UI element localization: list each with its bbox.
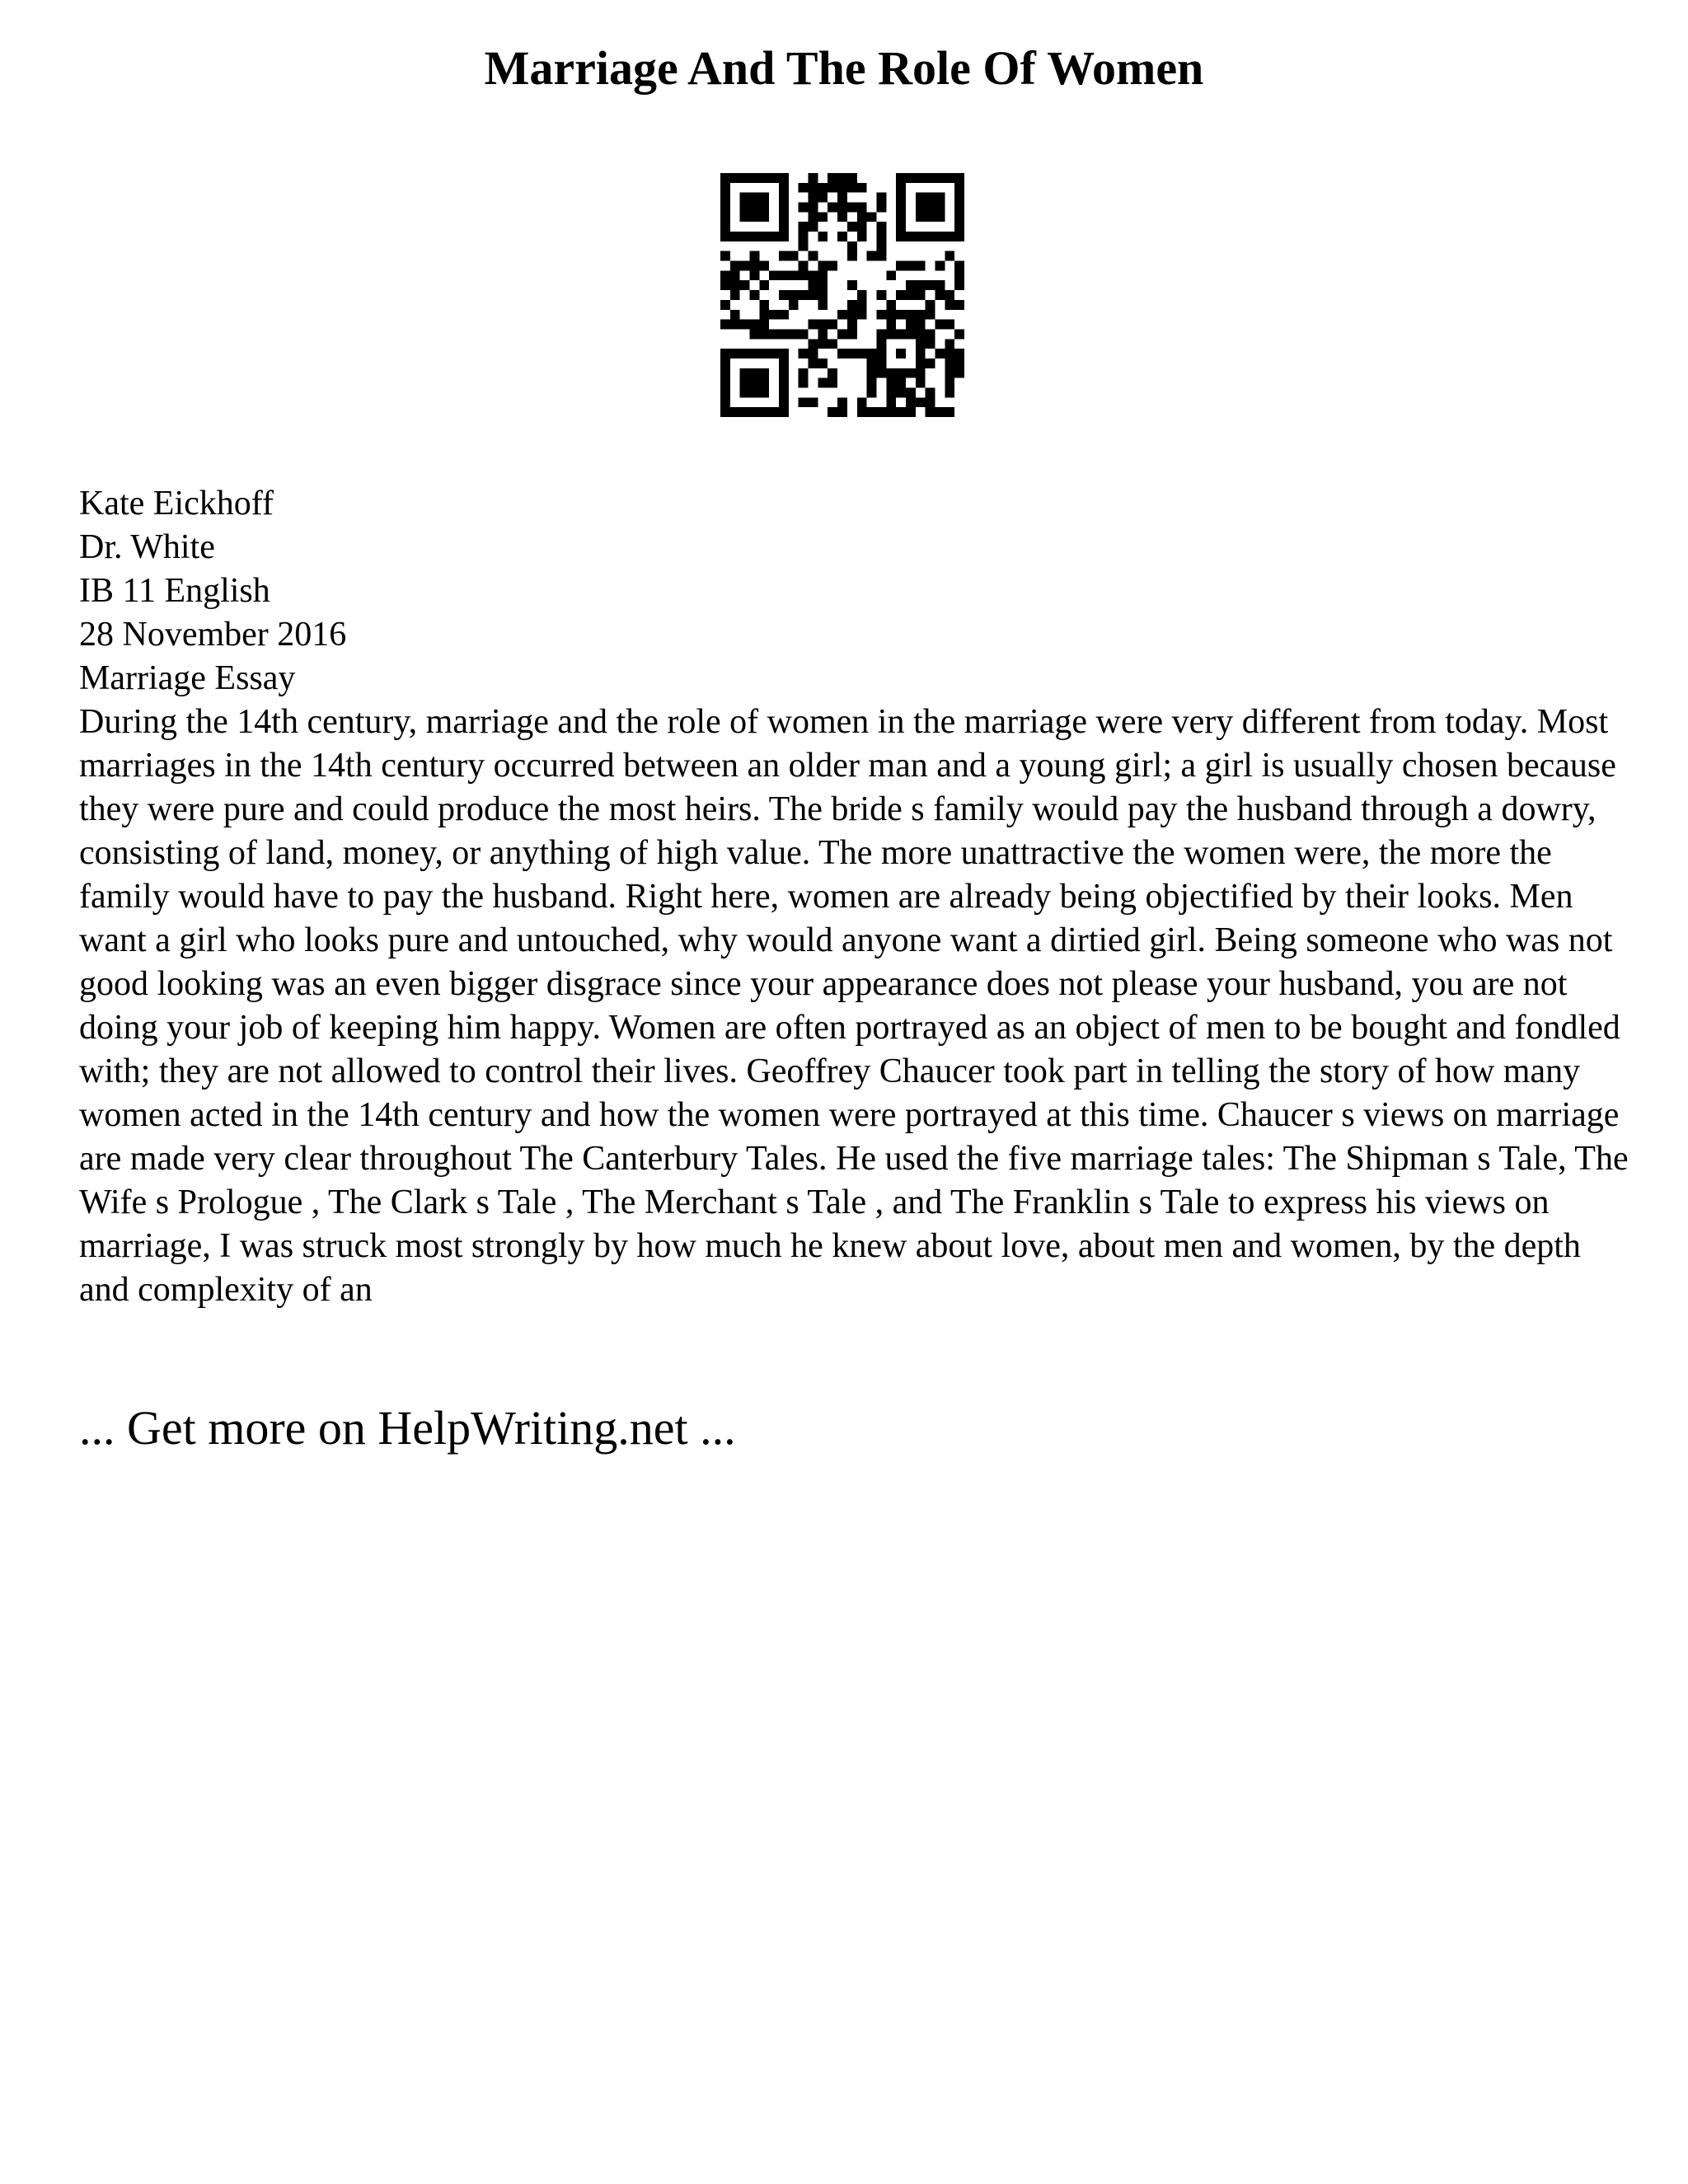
assignment-name: Marriage Essay (79, 659, 296, 697)
get-more-link[interactable]: ... Get more on HelpWriting.net ... (79, 1401, 736, 1455)
essay-date: 28 November 2016 (79, 616, 347, 654)
author-name: Kate Eickhoff (79, 485, 274, 523)
course-name: IB 11 English (79, 572, 270, 610)
essay-body: During the 14th century, marriage and the role of women in the marriage were very different from today. Most marriages in the 14th century occurred between an older man and a young girl; a girl is usually chosen because they were pure and could produce the most heirs. The bride s family would pay the husband through a dowry, consisting of land, money, or anything of high value. The more unattractive the women were, the more the family would have to pay the husband. Right here, women are already being objectified by their looks. Men want a girl who looks pure and untouched, why would anyone want a dirtied girl. Being someone who was not good looking was an even bigger disgrace since your appearance does not please your husband, you are not doing your job of keeping him happy. Women are often portrayed as an object of men to be bought and fondled with; they are not allowed to control their lives. Geoffrey Chaucer took part in telling the story of how many women acted in the 14th century and how the women were portrayed at this time. Chaucer s views on marriage are made very clear throughout The Canterbury Tales. He used the five marriage tales: The Shipman s Tale, The Wife s Prologue , The Clark s Tale , The Merchant s Tale , and The Franklin s Tale to express his views on marriage, I was struck most strongly by how much he knew about love, about men and women, by the depth and complexity of an (79, 703, 1629, 1309)
document-title: Marriage And The Role Of Women (484, 41, 1204, 95)
instructor-name: Dr. White (79, 528, 215, 566)
essay-content (79, 482, 1629, 1312)
qr-code-icon (720, 173, 964, 417)
